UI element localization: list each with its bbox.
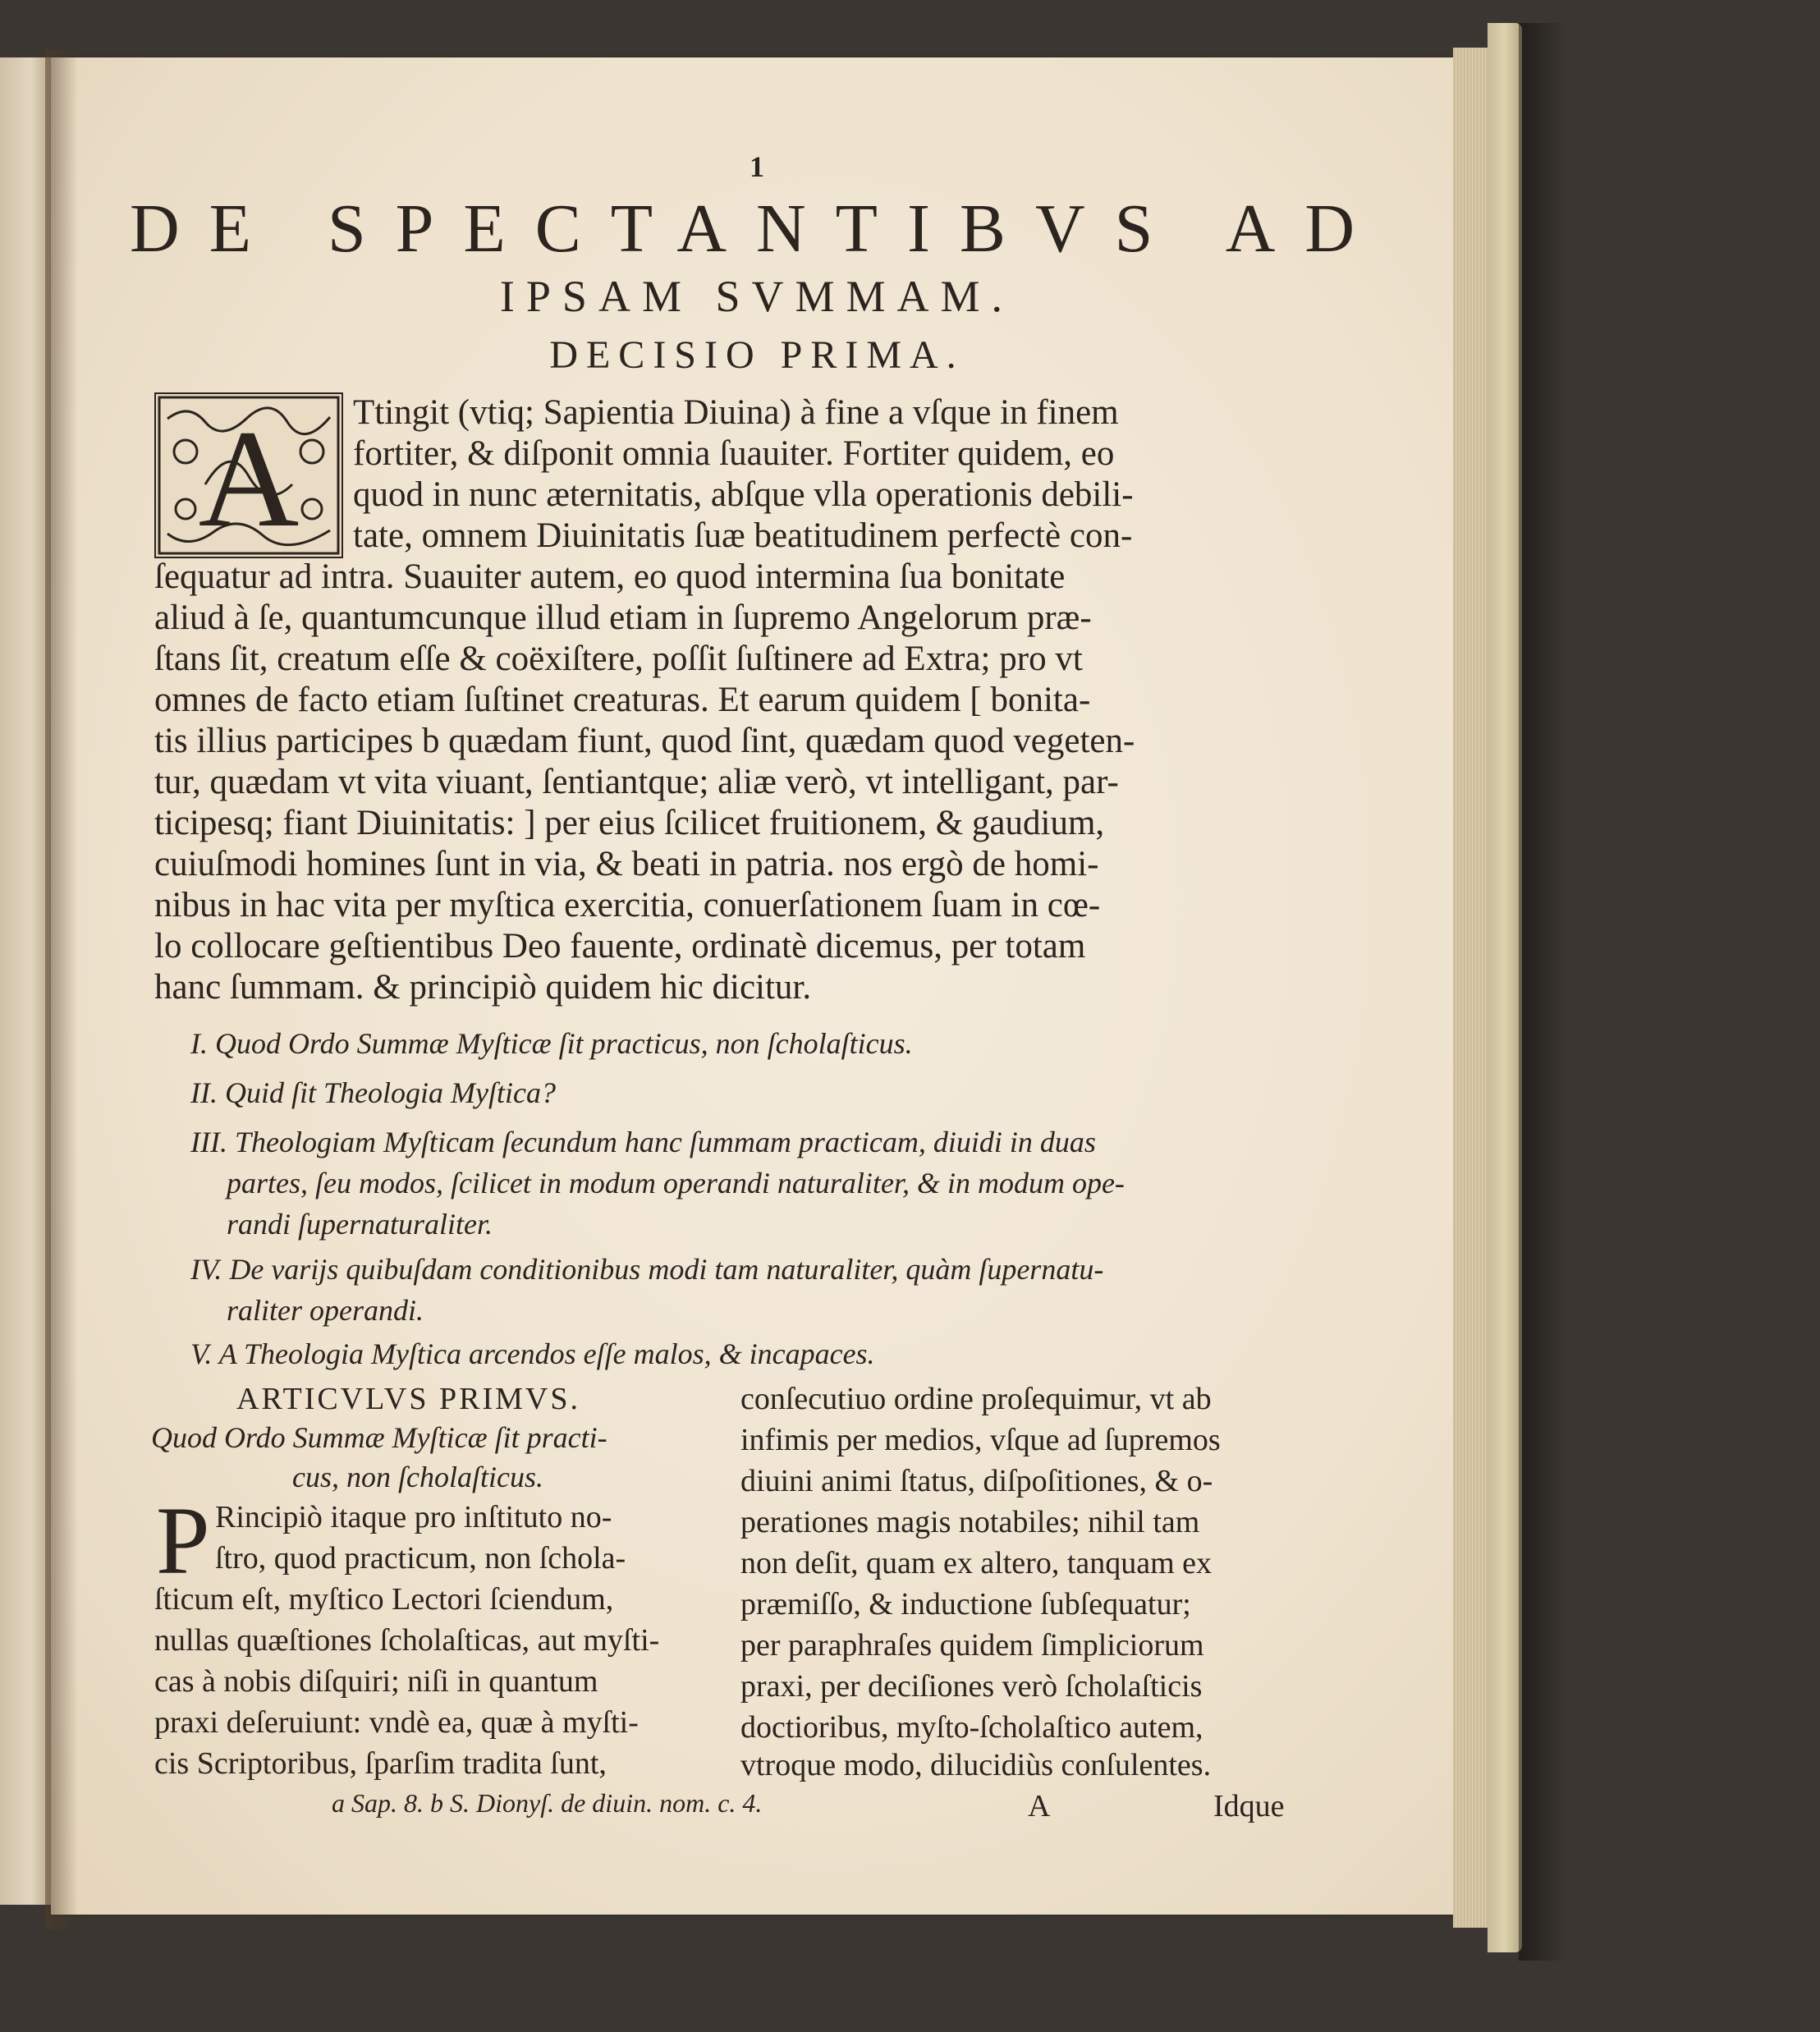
right-column-line-2: infimis per medios, vſque ad ſupremos — [740, 1423, 1221, 1457]
right-column-line-5: non deſit, quam ex altero, tanquam ex — [740, 1546, 1213, 1580]
contents-item-4: IV. De varijs quibuſdam conditionibus modi tam naturaliter, quàm ſupernatu- — [190, 1253, 1104, 1286]
article-subtitle-line-1: Quod Ordo Summæ Myſticæ ſit practi- — [151, 1421, 607, 1454]
svg-text:A: A — [198, 401, 300, 556]
contents-item-3: III. Theologiam Myſticam ſecundum hanc ſummam practicam, diuidi in duas — [190, 1126, 1096, 1158]
contents-item-2: II. Quid ſit Theologia Myſtica? — [190, 1076, 556, 1109]
intro-line-9: tis illius participes b quædam fiunt, quod ſint, quædam quod vegeten- — [154, 722, 1135, 760]
right-column-line-3: diuini animi ſtatus, diſpoſitiones, & o- — [740, 1464, 1213, 1498]
right-column-line-4: perationes magis notabiles; nihil tam — [740, 1505, 1200, 1539]
intro-line-1: Ttingit (vtiq; Sapientia Diuina) à fine a vſque in finem — [353, 393, 1119, 432]
vellum-cover — [1488, 23, 1522, 1952]
contents-item-4-cont: raliter operandi. — [227, 1294, 424, 1327]
contents-item-3-cont-1: partes, ſeu modos, ſcilicet in modum operandi naturaliter, & in modum ope- — [227, 1167, 1125, 1199]
catchword: Idque — [1213, 1789, 1285, 1823]
intro-line-11: ticipesq; fiant Diuinitatis: ] per eius ſcilicet fruitionem, & gaudium, — [154, 804, 1105, 842]
left-column-line-5: cas à nobis diſquiri; niſi in quantum — [154, 1664, 598, 1699]
intro-line-2: fortiter, & diſponit omnia ſuauiter. Fortiter quidem, eo — [353, 434, 1115, 473]
left-column-line-7: cis Scriptoribus, ſparſim tradita ſunt, — [154, 1746, 607, 1781]
intro-line-13: nibus in hac vita per myſtica exercitia, conuerſationem ſuam in cœ- — [154, 886, 1101, 924]
contents-item-5: V. A Theologia Myſtica arcendos eſſe malos, & incapaces. — [190, 1337, 875, 1370]
page-number: 1 — [750, 150, 764, 183]
intro-line-10: tur, quædam vt vita viuant, ſentiantque; aliæ verò, vt intelligant, par- — [154, 763, 1119, 801]
intro-line-14: lo collocare geſtientibus Deo fauente, ordinatè dicemus, per totam — [154, 927, 1086, 966]
intro-line-15: hanc ſummam. & principiò quidem hic dicitur. — [154, 968, 812, 1007]
left-column-line-4: nullas quæſtiones ſcholaſticas, aut myſti- — [154, 1623, 660, 1658]
column-drop-cap: P — [156, 1487, 210, 1594]
intro-line-7: ſtans ſit, creatum eſſe & coëxiſtere, poſſit ſuſtinere ad Extra; pro vt — [154, 640, 1083, 678]
left-column-line-1: Rincipiò itaque pro inſtituto no- — [215, 1500, 612, 1534]
contents-item-1: I. Quod Ordo Summæ Myſticæ ſit practicus, non ſcholaſticus. — [190, 1027, 913, 1060]
title-line-2: IPSAM SVMMAM. — [499, 272, 1015, 321]
left-column-line-6: praxi deſeruiunt: vndè ea, quæ à myſti- — [154, 1705, 639, 1740]
title-line-1: DE SPECTANTIBVS AD — [129, 190, 1385, 267]
intro-line-5: ſequatur ad intra. Suauiter autem, eo quod intermina ſua bonitate — [154, 557, 1066, 596]
contents-item-3-cont-2: randi ſupernaturaliter. — [227, 1208, 493, 1241]
footnotes: a Sap. 8. b S. Dionyſ. de diuin. nom. c. 4. — [332, 1788, 763, 1818]
right-column-line-8: praxi, per deciſiones verò ſcholaſticis — [740, 1669, 1203, 1704]
right-column-line-1: conſecutiuo ordine proſequimur, vt ab — [740, 1382, 1212, 1416]
article-heading: ARTICVLVS PRIMVS. — [236, 1382, 580, 1416]
intro-line-4: tate, omnem Diuinitatis ſuæ beatitudinem perfectè con- — [353, 516, 1133, 555]
ornamental-drop-cap — [154, 392, 343, 558]
signature-mark: A — [1028, 1789, 1051, 1823]
intro-line-8: omnes de facto etiam ſuſtinet creaturas. Et earum quidem [ bonita- — [154, 681, 1091, 719]
cover-shadow — [1519, 23, 1568, 1961]
intro-line-6: aliud à ſe, quantumcunque illud etiam in ſupremo Angelorum præ- — [154, 599, 1092, 637]
right-column-line-7: per paraphraſes quidem ſimpliciorum — [740, 1628, 1204, 1663]
article-subtitle-line-2: cus, non ſcholaſticus. — [292, 1461, 543, 1493]
right-column-line-6: præmiſſo, & inductione ſubſequatur; — [740, 1587, 1191, 1621]
right-column-line-10: vtroque modo, dilucidiùs conſulentes. — [740, 1748, 1212, 1782]
drop-cap-ornament-icon — [156, 394, 342, 557]
intro-line-3: quod in nunc æternitatis, abſque vlla operationis debili- — [353, 475, 1134, 514]
left-column-line-2: ſtro, quod practicum, non ſchola- — [215, 1541, 626, 1576]
left-column-line-3: ſticum eſt, myſtico Lectori ſciendum, — [154, 1582, 614, 1617]
intro-line-12: cuiuſmodi homines ſunt in via, & beati in patria. nos ergò de homi- — [154, 845, 1099, 883]
right-column-line-9: doctioribus, myſto-ſcholaſtico autem, — [740, 1710, 1203, 1745]
section-heading: DECISIO PRIMA. — [549, 333, 965, 377]
spine-shadow — [45, 49, 78, 1929]
